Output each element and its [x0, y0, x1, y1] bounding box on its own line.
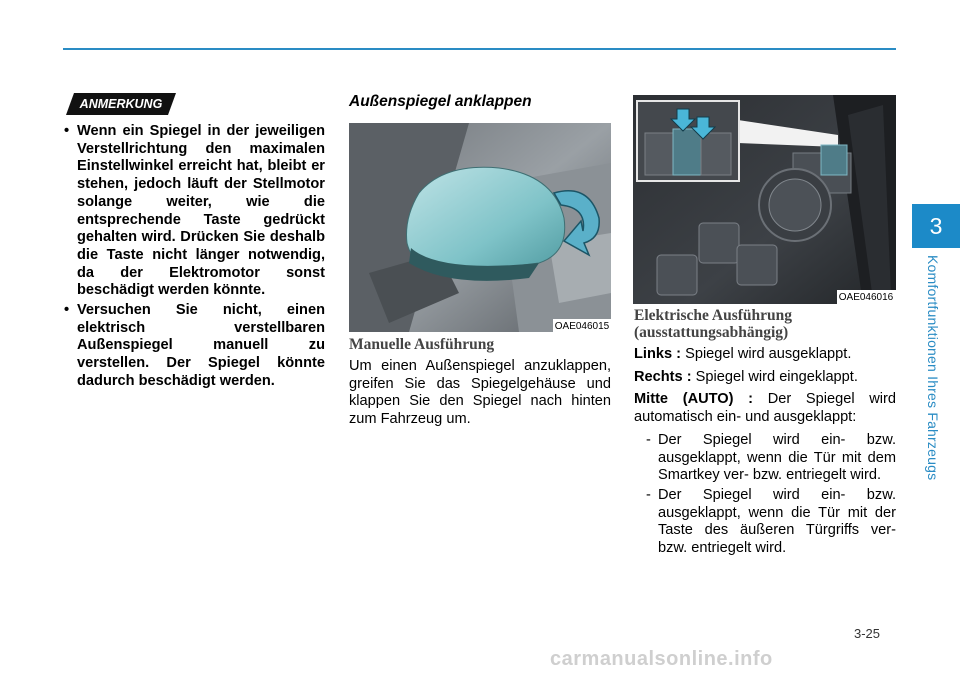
note-badge [66, 93, 176, 115]
page-number: 3-25 [854, 626, 881, 641]
note-label: ANMERKUNG [79, 97, 163, 111]
chapter-tab [912, 204, 960, 248]
dash-item [634, 487, 896, 558]
electric-heading-line1: Elektrische Ausführung [634, 307, 793, 324]
dash-item-text: Der Spiegel wird ein- bzw. ausgeklappt, wenn die Tür mit dem Smartkey ver- bzw. entriegelt wird. [658, 431, 896, 484]
auto-text: Der Spiegel wird automatisch ein- und ausgeklappt: [634, 391, 896, 426]
rechts-label: Rechts : [634, 368, 692, 385]
bullet-icon: • [64, 302, 70, 319]
dash-icon: - [646, 486, 651, 503]
figure-mirror-fold [349, 123, 611, 332]
links-label: Links : [634, 346, 682, 362]
figure1-code: OAE046015 [554, 321, 610, 332]
watermark: carmanualsonline.info [550, 648, 773, 670]
note-item-text: Versuchen Sie nicht, einen elektrisch verstellbaren Außenspiegel manuell zu verstellen. Der Spiegel könnte dadurch beschädigt werden. [77, 302, 325, 389]
rechts-line [634, 369, 896, 387]
manual-heading: Manuelle Ausführung [349, 336, 495, 353]
links-line [634, 346, 896, 364]
dash-icon: - [646, 431, 651, 448]
switch-illustration [633, 95, 896, 304]
auto-line [634, 391, 896, 426]
rechts-text: Spiegel wird eingeklappt. [695, 368, 858, 385]
chapter-title: Komfortfunktionen Ihres Fahrzeugs [925, 255, 941, 481]
electric-heading-line2: (ausstattungsabhängig) [634, 324, 789, 341]
manual-text: Um einen Außenspiegel anzuklappen, greifen Sie das Spiegelgehäuse und klappen Sie den Spiegel nach hinten zum Fahrzeug um. [349, 358, 611, 428]
chapter-number: 3 [929, 212, 943, 239]
dash-item [634, 432, 896, 485]
electric-heading [634, 307, 792, 341]
links-text: Spiegel wird ausgeklappt. [685, 346, 852, 362]
bullet-icon: • [64, 123, 70, 139]
note-body [63, 123, 325, 393]
header-rule [63, 48, 896, 50]
electric-body [634, 346, 896, 558]
note-item [63, 123, 325, 300]
figure2-code: OAE046016 [838, 292, 894, 303]
dash-item-text: Der Spiegel wird ein- bzw. ausgeklappt, wenn die Tür mit der Taste des äußeren Türgriffs ver- bzw. entriegelt wird. [658, 486, 896, 557]
auto-label: Mitte (AUTO) : [634, 391, 754, 408]
note-item [63, 302, 325, 391]
figure-mirror-switch [633, 95, 896, 304]
section-title: Außenspiegel anklappen [349, 93, 532, 110]
mirror-illustration [349, 123, 611, 332]
note-item-text: Wenn ein Spiegel in der jeweiligen Verstellrichtung den maximalen Einstellwinkel erreicht hat, bleibt er stehen, jedoch läuft der Stellmotor solange weiter, wie die entsprechende Taste gedrückt gehalten wird. Drücken Sie deshalb die Taste nicht länger notwendig, da der Elektromotor sonst beschädigt werden könnte. [77, 123, 325, 299]
